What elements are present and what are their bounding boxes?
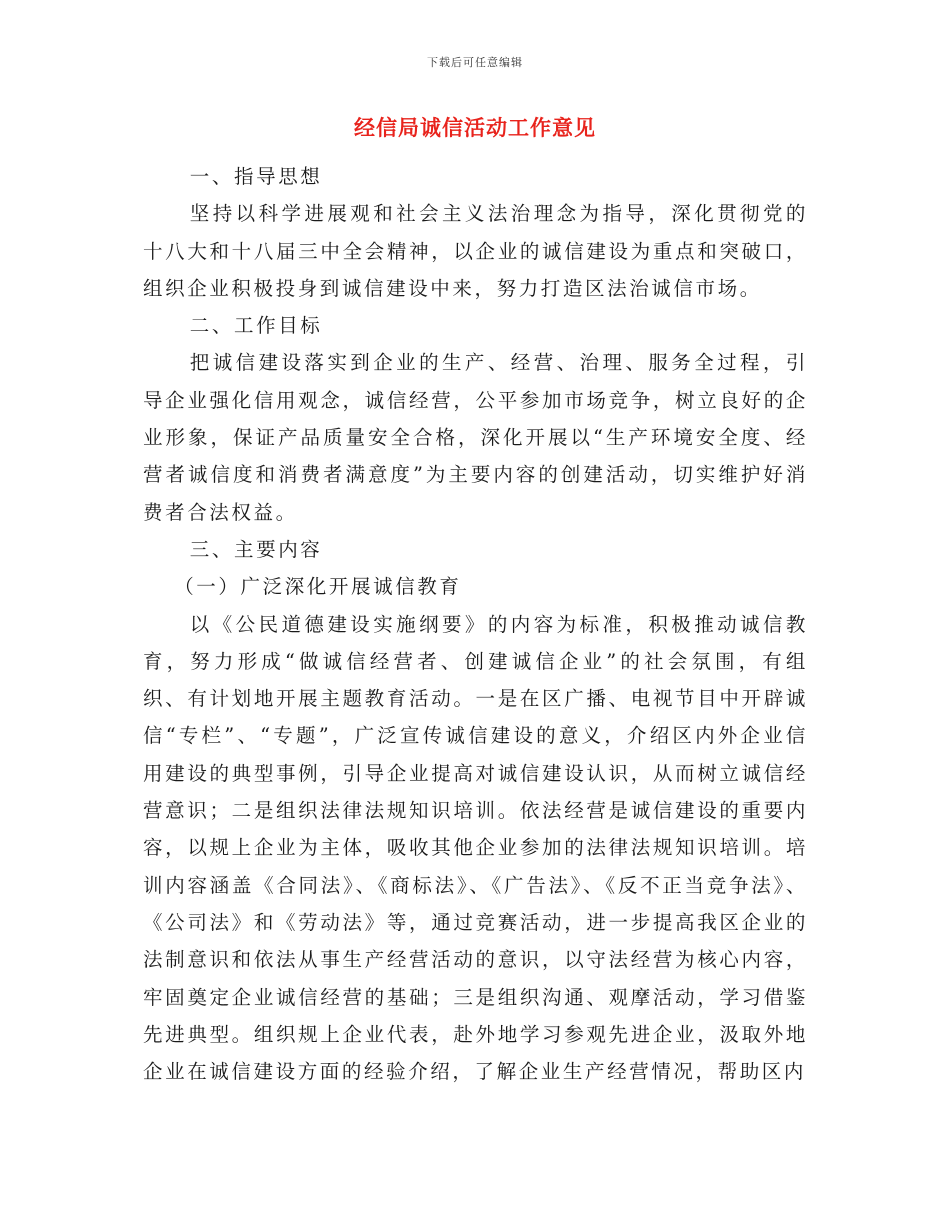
document-body [143, 158, 808, 1090]
section-heading-guiding-ideology: 一、指导思想 [189, 165, 323, 188]
paragraph-work-goals: 把诚信建设落实到企业的生产、经营、治理、服务全过程，引导企业强化信用观念，诚信经营，公平参加市场竞争，树立良好的企业形象，保证产品质量安全合格，深化开展以“生产环境安全度、经营者诚信度和消费者满意度”为主要内容的创建活动，切实维护好消费者合法权益。 [143, 351, 808, 524]
document-title: 经信局诚信活动工作意见 [354, 115, 596, 140]
paragraph-integrity-education: 以《公民道德建设实施纲要》的内容为标准，积极推动诚信教育，努力形成“做诚信经营者、创建诚信企业”的社会氛围，有组织、有计划地开展主题教育活动。一是在区广播、电视节目中开辟诚信“专栏”、“专题”，广泛宣传诚信建设的意义，介绍区内外企业信用建设的典型事例，引导企业提高对诚信建设认识，从而树立诚信经营意识；二是组织法律法规知识培训。依法经营是诚信建设的重要内容，以规上企业为主体，吸收其他企业参加的法律法规知识培训。培训内容涵盖《合同法》、《商标法》、《广告法》、《反不正当竞争法》、《公司法》和《劳动法》等，通过竞赛活动，进一步提高我区企业的法制意识和依法从事生产经营活动的意识，以守法经营为核心内容，牢固奠定企业诚信经营的基础；三是组织沟通、观摩活动，学习借鉴先进典型。组织规上企业代表，赴外地学习参观先进企业，汲取外地企业在诚信建设方面的经验介绍，了解企业生产经营情况，帮助区内 [143, 612, 808, 1084]
section-heading-main-content: 三、主要内容 [189, 537, 323, 561]
paragraph-guiding-ideology: 坚持以科学进展观和社会主义法治理念为指导，深化贯彻党的十八大和十八届三中全会精神，以企业的诚信建设为重点和突破口，组织企业积极投身到诚信建设中来，努力打造区法治诚信市场。 [143, 202, 808, 300]
section-heading-work-goals: 二、工作目标 [189, 314, 323, 338]
subsection-heading-integrity-education: （一）广泛深化开展诚信教育 [174, 575, 462, 599]
header-note: 下载后可任意编辑 [427, 56, 523, 69]
